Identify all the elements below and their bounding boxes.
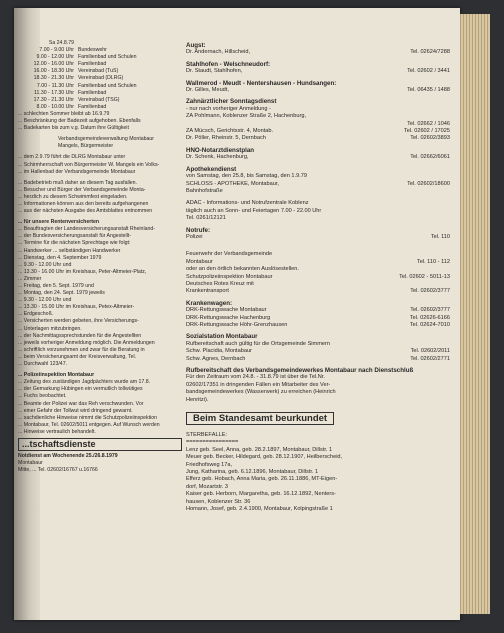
listing-text: - nur nach vorheriger Anmeldung - — [186, 105, 271, 112]
phone-number — [450, 173, 452, 180]
paragraph-line: ... schlechten Sommer bleibt ab 16.9.79 — [18, 110, 110, 117]
listing-text: Rufbereitschaft auch gültig für die Ortsgemeinde Simmern — [186, 340, 330, 347]
paragraph-line: ... Badekarten bis zum v.g. Datum ihre Gültigkeit — [18, 125, 129, 132]
phone-number — [450, 341, 452, 348]
listing-text: Tel. 0261/12121 — [186, 215, 226, 222]
death-record: Jung, Katharina, geb. 6.12.1896, Montabaur, Dillstr. 1 — [186, 468, 319, 475]
schedule-time: 9.00 - 12.00 Uhr — [36, 54, 74, 61]
paragraph-line: ... Erdgeschoß. — [18, 311, 54, 318]
schedule-label: Familienbad — [78, 103, 107, 110]
listing-row — [186, 200, 452, 207]
paragraph-line: ... Zeitung des zuständigen Jagdpächters wurde am 17.8. — [18, 379, 151, 386]
paragraph-line: ... herzlich zu diesem Schwimmfest eingeladen. — [18, 193, 128, 200]
listing-text: DRK-Rettungswache Montabaur — [186, 307, 267, 314]
phone-number: Tel. 06435 / 1488 — [407, 87, 450, 94]
paragraph-line: ... beim Versicherungsamt der Kreisverwaltung, Tel. — [18, 353, 137, 360]
death-record: Kaiser geb. Herborn, Margaretha, geb. 16.12.1892, Nenters- — [186, 491, 336, 498]
listing-text: Schutzpolizeiinspektion Montabaur — [186, 273, 273, 280]
listing-row — [186, 389, 452, 396]
schedule-row — [18, 54, 184, 61]
schedule-time: 17.30 - 21.30 Uhr — [33, 96, 74, 103]
section-heading: Zahnärztlicher Sonntagsdienst — [186, 98, 277, 106]
listing-text: von Samstag, den 25.8, bis Samstag, den 1.9.79 — [186, 173, 307, 180]
listing-text: Dr. Schenk, Hachenburg, — [186, 154, 249, 161]
phone-number: Tel. 02602/18600 — [407, 180, 450, 187]
listing-row — [186, 121, 452, 128]
schedule-time: 7.00 - 9.00 Uhr — [39, 47, 74, 54]
paragraph-line: ... Fuchs beobachtet. — [18, 393, 67, 400]
phone-number: Tel. 110 - 112 — [416, 258, 450, 265]
listing-row — [186, 315, 452, 322]
schedule-label: Familienbad und Schulen — [78, 82, 137, 89]
paragraph-line: ... Beauftragten der Landesversicherungsanstalt Rheinland- — [18, 226, 155, 233]
listing-text: Dr. Staudt, Stahlhofen, — [186, 68, 243, 75]
section-heading: Notrufe: — [186, 226, 211, 234]
standesamt-banner: Beim Standesamt beurkundet — [186, 412, 334, 425]
listing-row — [186, 348, 452, 355]
left-column — [18, 40, 184, 474]
schedule-label: Familienbad und Schulen — [78, 54, 137, 61]
listing-row — [186, 307, 452, 314]
schedule-time: 12.00 - 16.00 Uhr — [33, 61, 74, 68]
listing-text: Henritzi). — [186, 396, 209, 403]
schedule-label: Vereinsbad (DLRG) — [78, 75, 124, 82]
schedule-row — [18, 61, 184, 68]
paragraph-line: ... der Nachmittagssprechstunden für die Angestellten — [18, 332, 142, 339]
newspaper-page — [14, 8, 460, 620]
listing-row — [186, 208, 452, 215]
schedule-row — [18, 68, 184, 75]
paragraph-line: ... im Hallenbad der Verbandsgemeinde Montabaur — [18, 168, 136, 175]
paragraph-line: ... sachdienliche Hinweise nimmt die Schutzpolizeiinspektion — [18, 414, 157, 421]
listing-text: Bahnhofstraße — [186, 187, 223, 194]
listing-row — [186, 259, 452, 266]
listing-row — [186, 266, 452, 273]
paragraph-line: ... Besucher und Bürger der Verbandsgemeinde Monta- — [18, 186, 146, 193]
phone-number — [450, 215, 452, 222]
paragraph-line: ... Termine für die nächsten Sprechtage wie folgt: — [18, 240, 131, 247]
phone-number: Tel. 02602 - 5011-13 — [399, 273, 450, 280]
listing-row — [186, 382, 452, 389]
paragraph-line: ... Dienstag, den 4. September 1979 — [18, 254, 102, 261]
schedule-row — [18, 47, 184, 54]
phone-number — [450, 397, 452, 404]
phone-number: Tel. 02626-6166 — [409, 314, 450, 321]
listing-text: Polizei — [186, 233, 203, 240]
death-record: hausen, Koblenzer Str. 36 — [186, 498, 251, 505]
phone-number — [450, 208, 452, 215]
listing-text: ZA Mücsch, Gerichtsstr. 4, Montab. — [186, 128, 274, 135]
paragraph-line: ... Versicherten werden gebeten, ihre Versicherungs- — [18, 318, 139, 325]
listing-row — [186, 341, 452, 348]
paragraph-line: ... der Bundesversicherungsanstalt für Angestellt- — [18, 233, 132, 240]
death-record: Efferz geb. Hobach, Anna Maria, geb. 26.11.1886, MT-Eigen- — [186, 476, 338, 483]
listing-text: ADAC - Informations- und Notrufzentrale Koblenz — [186, 200, 309, 207]
paragraph-line: ... Freitag, den 5. Sept. 1979 und — [18, 283, 94, 289]
listing-text: DRK-Rettungswache Hachenburg — [186, 314, 271, 321]
phone-number — [450, 251, 452, 258]
paragraph-line: ... schriftlich vorzunehmen und zwar für die Beratung in — [18, 346, 145, 353]
listing-row — [186, 87, 452, 94]
phone-number — [450, 389, 452, 396]
schedule-time: 11.30 - 17.30 Uhr — [34, 89, 74, 96]
spacer — [186, 404, 452, 408]
paragraph-line: Mangels, Bürgermeister — [58, 143, 114, 150]
paragraph-line: ... Unterlagen mitzubringen. — [18, 325, 82, 332]
phone-number: Tel. 02602 / 17025 — [403, 128, 450, 135]
death-record: Lenz geb. Seel, Anna, geb. 28.2.1897, Montabaur, Dillstr. 1 — [186, 446, 333, 453]
listing-row — [186, 154, 452, 161]
listing-row — [186, 128, 452, 135]
section-banner: ...tschaftsdienste — [18, 438, 182, 451]
listing-row — [186, 288, 452, 295]
section-heading: Apothekendienst — [186, 165, 237, 173]
listing-text: Dr. Gilles, Meudt, — [186, 87, 229, 94]
phone-number: Tel. 02624/7288 — [410, 49, 450, 56]
schedule-time: 18.30 - 21.30 Uhr — [33, 75, 74, 82]
listing-text: oder an den örtlich bekannten Auslösestellen. — [186, 266, 299, 273]
paragraph-line: Mitte, ... Tel. 02602/16767 u.16766 — [18, 467, 98, 474]
phone-number: Tel. 02602/2011 — [410, 348, 450, 355]
listing-row — [186, 397, 452, 404]
schedule-label: Vereinsbad (TSG) — [78, 96, 120, 103]
listing-row — [186, 181, 452, 188]
listing-row — [186, 106, 452, 113]
listing-row — [186, 322, 452, 329]
heading-rule: ================ — [186, 439, 239, 446]
paragraph-line: ... Montabaur, Tel. 02602/5011 entgegen. Auf Wunsch werden — [18, 421, 160, 428]
section-heading: HNO-Notarztdienstplan — [186, 146, 255, 154]
paragraph-line: ... aus der nächsten Ausgabe des Amtsblattes entnommen — [18, 208, 153, 215]
listing-text: Dr. Andernach, Hillscheid, — [186, 49, 251, 56]
listing-row — [186, 68, 452, 75]
listing-text: Für den Zeitraum vom 24.8. - 31.8.79 ist über die Tel.Nr. — [186, 374, 325, 381]
listing-text: bandsgemeindewerkes (Wasserwerk) zu erreichen (Heinrich — [186, 389, 336, 396]
phone-number: Tel. 02662/6061 — [410, 154, 450, 161]
phone-number: Tel. 02662 / 1046 — [407, 120, 450, 127]
death-record: dorf, Mozartstr. 3 — [186, 483, 228, 490]
phone-number: Tel. 02602 / 3441 — [407, 68, 450, 75]
schedule-row — [18, 75, 184, 82]
death-record: Friedhofsweg 17a, — [186, 461, 233, 468]
paragraph-line: ... Schirmherrschaft von Bürgermeister W. Mangels ein Volks- — [18, 161, 160, 168]
section-heading: Rufbereitschaft des Verbandsgemeindewerkes Montabaur nach Dienstschluß — [186, 367, 414, 375]
listing-text: Deutsches Rotes Kreuz mit — [186, 280, 254, 287]
paragraph-line: ... Zimmer — [18, 275, 42, 282]
page-stack-edge — [460, 14, 490, 614]
paragraph-line: ... Hinweise vertraulich behandelt. — [18, 428, 96, 435]
paragraph-line: ... jeweils vorheriger Anmeldung möglich. Die Anmeldungen — [18, 339, 155, 346]
listing-row — [186, 274, 452, 281]
sterbefaelle-heading: STERBEFÄLLE: — [186, 431, 228, 438]
phone-number: Tel. 02602/3893 — [410, 135, 450, 142]
listing-text: Schw. Placidia, Montabaur — [186, 348, 252, 355]
schedule-row — [18, 83, 184, 90]
paragraph-line: ... 9.30 - 12.00 Uhr und — [18, 297, 72, 304]
section-heading: Augst: — [186, 42, 206, 49]
section-heading: Wallmerod - Meudt - Nentershausen - Hundsangen: — [186, 79, 337, 87]
phone-number — [450, 374, 452, 381]
right-column — [186, 42, 452, 513]
phone-number — [450, 266, 452, 273]
paragraph-line: ... dem 2.9.79 führt die DLRG Montabaur unter — [18, 154, 126, 161]
phone-number: Tel. 110 — [430, 233, 450, 240]
listing-text: SCHLOSS - APOTHEKE, Montabaur, — [186, 180, 279, 187]
listing-text: DRK-Rettungswache Höhr-Grenzhausen — [186, 322, 288, 328]
death-record: Homann, Josef, geb. 2.4.1900, Montabaur, Kolpingstraße 1 — [186, 505, 333, 512]
schedule-time: 8.00 - 10.00 Uhr — [36, 103, 74, 110]
schedule-row — [18, 90, 184, 97]
schedule-label: Familienbad — [78, 61, 107, 68]
listing-row — [186, 113, 452, 120]
paragraph-line: ... der Gemarkung Hübingen ein vermutlich tollwütiges — [18, 386, 143, 393]
paragraph-line: ... 13.30 - 16.00 Uhr im Kreishaus, Peter-Altmeier-Platz, — [18, 268, 147, 275]
paragraph-line: ... Beamte der Polizei war das Reh verschwunden. Vor — [18, 400, 144, 407]
schedule-row — [18, 104, 184, 111]
listing-text: Krankentransport — [186, 288, 229, 295]
phone-number — [450, 382, 452, 389]
listing-row — [186, 173, 452, 180]
phone-number: Tel. 02624-7010 — [409, 322, 450, 328]
phone-number — [450, 200, 452, 207]
paragraph-line: ... Montag, den 24. Sept. 1979 jeweils — [18, 290, 105, 297]
phone-number: Tel. 02602/3777 — [410, 307, 450, 314]
section-heading: ... für unsere Rentenversicherten — [18, 219, 100, 226]
paragraph-line: ... einer Gefahr der Tollwut wird dringend gewarnt. — [18, 407, 133, 414]
section-heading: Stahlhofen - Welschneudorf: — [186, 60, 271, 68]
phone-number — [450, 106, 452, 113]
phone-number — [450, 188, 452, 195]
listing-text: Dr. Pöller, Rheinstr. 5, Dernbach — [186, 135, 266, 142]
listing-text: ZA Pohlmann, Koblenzer Straße 2, Hachenburg, — [186, 113, 307, 120]
phone-number — [450, 281, 452, 288]
listing-text: Schw. Agnes, Dernbach — [186, 355, 246, 362]
paragraph-line: ... Durchwahl 123/47. — [18, 361, 68, 368]
paragraph-line: ... Informationen können aus den bereits aufgehangenen — [18, 200, 149, 207]
schedule-row — [18, 40, 184, 47]
listing-text: täglich auch an Sonn- und Feiertagen 7.00 - 22.00 Uhr — [186, 207, 322, 214]
schedule-time: 16.00 - 18.30 Uhr — [33, 68, 74, 75]
paragraph-line: ... Badebetrieb muß daher an diesem Tag ausfallen. — [18, 179, 137, 186]
paragraph-line: ... Beschränkung der Badezeit aufgehoben. Ebenfalls — [18, 118, 141, 125]
phone-number: Tel. 02602/3777 — [410, 288, 450, 295]
schedule-time: Sa 24.8.79 — [48, 40, 74, 46]
listing-row — [186, 374, 452, 381]
schedule-label: Vereinsbad (TuS) — [78, 68, 119, 75]
paragraph-line: Montabaur — [18, 460, 43, 467]
listing-row — [186, 281, 452, 288]
schedule-label: Familienbad — [78, 89, 107, 96]
listing-row — [186, 234, 452, 241]
paragraph-line: ... 13.30 - 15.00 Uhr im Kreishaus, Petex-Altmeier- — [18, 304, 135, 311]
phone-number: Tel. 02602/2771 — [410, 355, 450, 362]
paragraph-line: ... 9.30 - 12.00 Uhr und — [18, 261, 72, 268]
section-heading: Krankenwagen: — [186, 299, 233, 307]
section-heading: Notdienst am Wochenende 25./26.8.1979 — [18, 453, 118, 460]
section-heading: Sozialstation Montabaur — [186, 333, 258, 341]
schedule-row — [18, 97, 184, 104]
listing-row — [186, 215, 452, 222]
section-heading: ... Polizeiinspektion Montabaur — [18, 372, 95, 379]
phone-number — [450, 113, 452, 120]
paragraph-line: Verbandsgemeindeverwaltung Montabaur — [58, 136, 155, 143]
listing-row — [186, 135, 452, 142]
listing-row — [186, 188, 452, 195]
schedule-time: 7.00 - 11.30 Uhr — [36, 82, 74, 89]
listing-row — [186, 356, 452, 363]
listing-row — [186, 251, 452, 258]
schedule-label: Bundeswehr — [78, 47, 107, 54]
listing-text: 02602/17351 in dringenden Fällen ein Mitarbeiter des Ver- — [186, 381, 331, 388]
death-record: Meuer geb. Becker, Hildegard, geb. 28.12.1907, Heilberscheid, — [186, 454, 343, 461]
paragraph-line: ... Handwerker ... selbständigen Handwerker — [18, 247, 121, 254]
listing-text: Feuerwehr der Verbandsgemeinde — [186, 251, 273, 258]
listing-text: Montabaur — [186, 258, 213, 265]
listing-row — [186, 49, 452, 56]
